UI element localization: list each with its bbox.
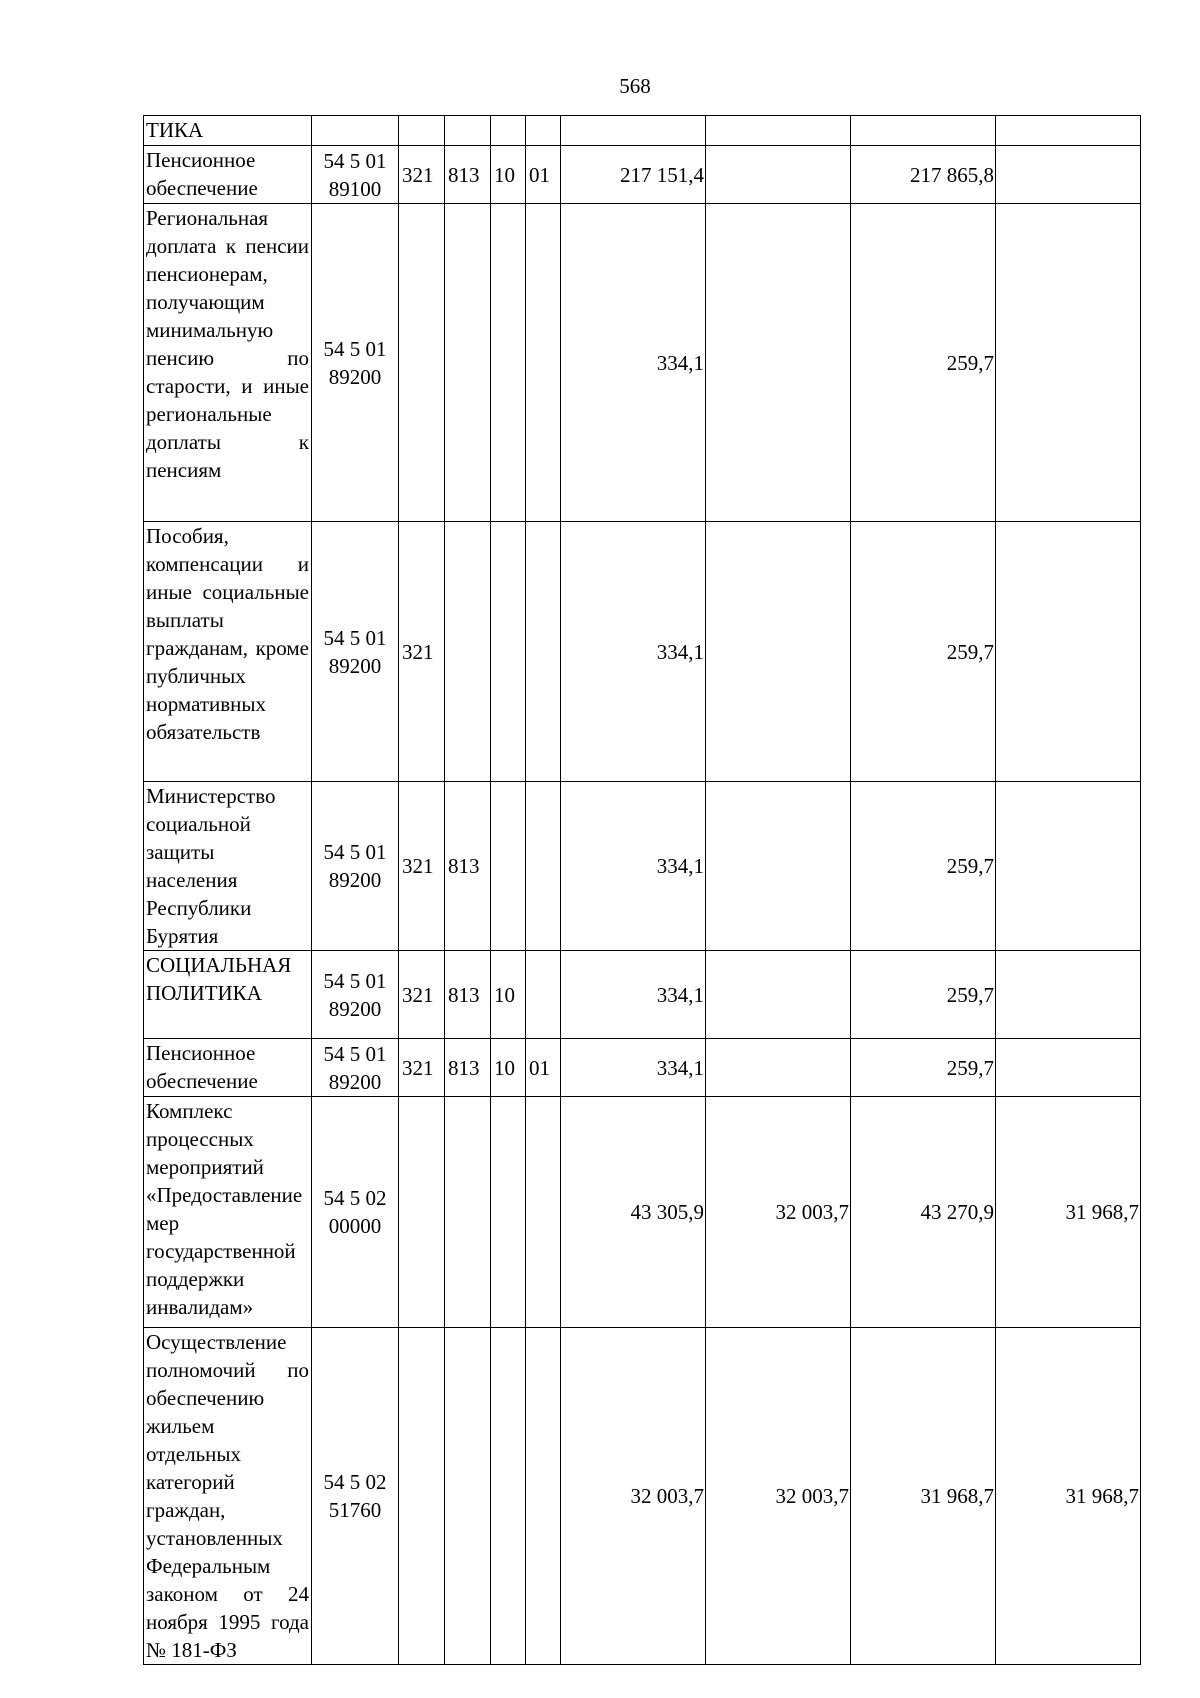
section-code [491,1328,526,1665]
amount-cell: 32 003,7 [561,1328,706,1665]
amount-cell [851,116,996,146]
amount-cell [706,116,851,146]
target-article-code: 54 5 01 89200 [312,204,399,522]
row-name: Комплекс процессных мероприятий «Предоставление мер государственной поддержки инвалидам» [144,1097,312,1328]
section-code [491,1097,526,1328]
subsection-code [526,782,561,951]
budget-table [143,115,1141,1665]
expense-type-code [399,1097,445,1328]
amount-cell [706,1039,851,1097]
target-article-code: 54 5 02 00000 [312,1097,399,1328]
subsection-code [526,951,561,1039]
ministry-code [445,522,491,782]
section-code: 10 [491,951,526,1039]
row-name: Министерство социальной защиты населения Республики Бурятия [144,782,312,951]
page-number: 568 [619,74,651,98]
section-code: 10 [491,146,526,204]
amount-cell [706,522,851,782]
target-article-code: 54 5 01 89100 [312,146,399,204]
target-article-code: 54 5 01 89200 [312,782,399,951]
expense-type-code [399,1328,445,1665]
ministry-code: 813 [445,782,491,951]
amount-cell [706,204,851,522]
amount-cell [996,522,1141,782]
amount-cell [706,782,851,951]
expense-type-code: 321 [399,1039,445,1097]
subsection-code: 01 [526,1039,561,1097]
amount-cell: 259,7 [851,951,996,1039]
section-code [491,204,526,522]
subsection-code: 01 [526,146,561,204]
amount-cell: 334,1 [561,204,706,522]
subsection-code [526,522,561,782]
amount-cell: 334,1 [561,522,706,782]
amount-cell: 31 968,7 [996,1097,1141,1328]
amount-cell [996,1039,1141,1097]
table-row [144,1039,1141,1097]
amount-cell: 32 003,7 [706,1328,851,1665]
ministry-code: 813 [445,951,491,1039]
expense-type-code: 321 [399,146,445,204]
row-name: ТИКА [144,116,312,146]
table-row [144,951,1141,1039]
amount-cell [996,116,1141,146]
target-article-code: 54 5 02 51760 [312,1328,399,1665]
amount-cell: 217 865,8 [851,146,996,204]
amount-cell: 31 968,7 [996,1328,1141,1665]
amount-cell: 334,1 [561,951,706,1039]
amount-cell [561,116,706,146]
amount-cell: 32 003,7 [706,1097,851,1328]
row-name: Региональная доплата к пенсии пенсионерам, получающим минимальную пенсию по старости, и иные региональные доплаты к пенсиям [144,204,312,522]
subsection-code [526,1328,561,1665]
ministry-code: 813 [445,1039,491,1097]
amount-cell [706,951,851,1039]
expense-type-code: 321 [399,782,445,951]
row-name: Осуществление полномочий по обеспечению жильем отдельных категорий граждан, установленных Федеральным законом от 24 ноября 1995 года № 181-ФЗ [144,1328,312,1665]
section-code [491,116,526,146]
target-article-code: 54 5 01 89200 [312,1039,399,1097]
amount-cell: 259,7 [851,1039,996,1097]
amount-cell: 334,1 [561,1039,706,1097]
target-article-code [312,116,399,146]
table-row [144,1328,1141,1665]
section-code [491,522,526,782]
row-name: Пенсионное обеспечение [144,1039,312,1097]
amount-cell: 334,1 [561,782,706,951]
row-name: СОЦИАЛЬНАЯ ПОЛИТИКА [144,951,312,1039]
ministry-code: 813 [445,146,491,204]
amount-cell [706,146,851,204]
target-article-code: 54 5 01 89200 [312,522,399,782]
amount-cell: 43 305,9 [561,1097,706,1328]
ministry-code [445,1097,491,1328]
amount-cell [996,204,1141,522]
amount-cell: 259,7 [851,204,996,522]
expense-type-code [399,116,445,146]
table-row [144,782,1141,951]
ministry-code [445,204,491,522]
subsection-code [526,1097,561,1328]
amount-cell: 31 968,7 [851,1328,996,1665]
amount-cell: 217 151,4 [561,146,706,204]
amount-cell: 43 270,9 [851,1097,996,1328]
row-name: Пенсионное обеспечение [144,146,312,204]
ministry-code [445,116,491,146]
table-row [144,1097,1141,1328]
expense-type-code: 321 [399,522,445,782]
amount-cell [996,782,1141,951]
subsection-code [526,204,561,522]
subsection-code [526,116,561,146]
table-row [144,204,1141,522]
target-article-code: 54 5 01 89200 [312,951,399,1039]
expense-type-code [399,204,445,522]
section-code: 10 [491,1039,526,1097]
expense-type-code: 321 [399,951,445,1039]
table-row [144,522,1141,782]
amount-cell: 259,7 [851,782,996,951]
amount-cell [996,951,1141,1039]
ministry-code [445,1328,491,1665]
row-name: Пособия, компенсации и иные социальные выплаты гражданам, кроме публичных нормативных обязательств [144,522,312,782]
section-code [491,782,526,951]
table-row [144,146,1141,204]
table-row [144,116,1141,146]
amount-cell: 259,7 [851,522,996,782]
amount-cell [996,146,1141,204]
